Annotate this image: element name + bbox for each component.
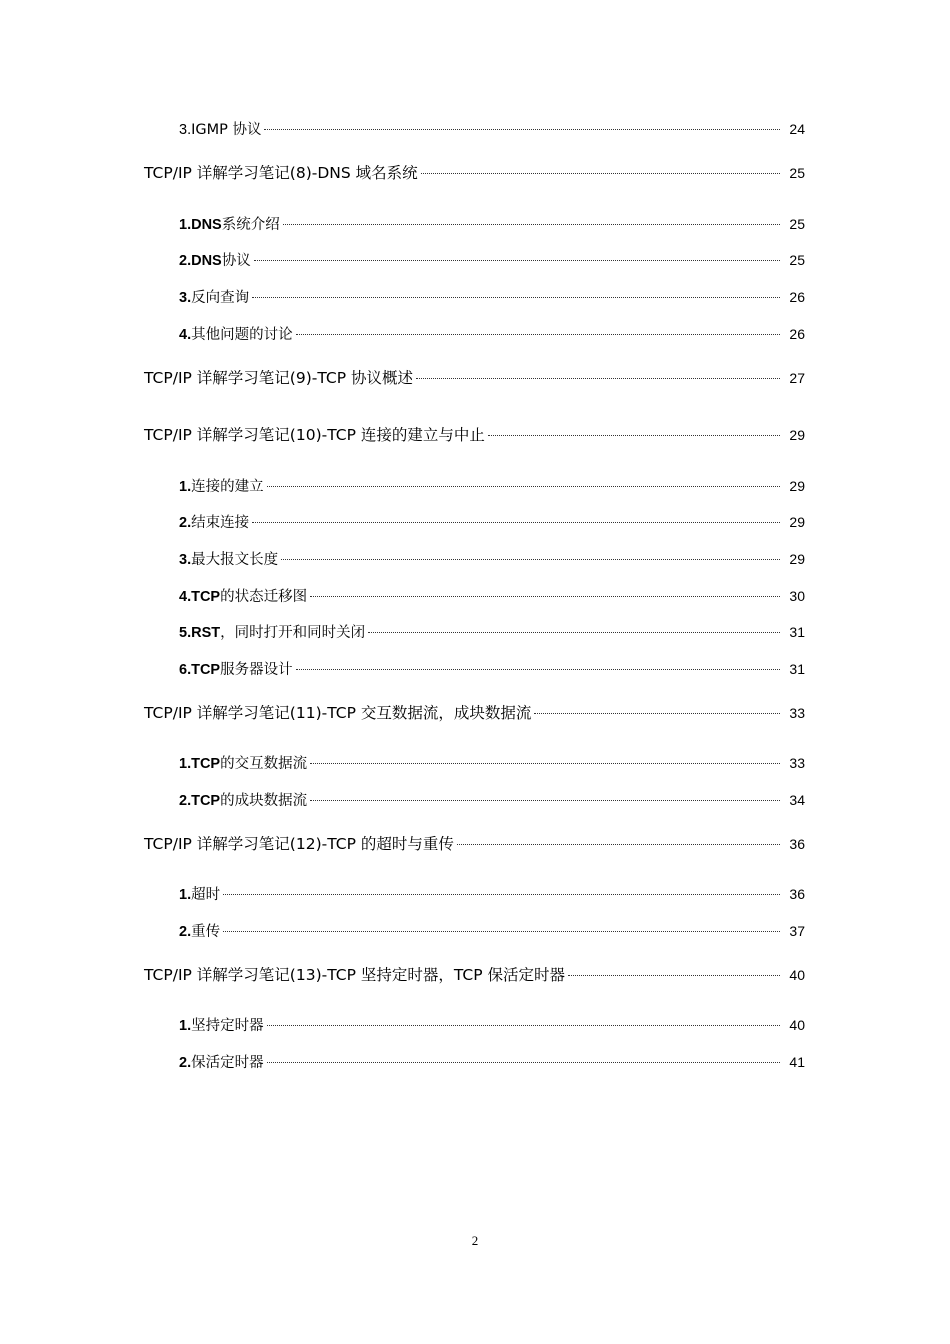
toc-entry-page-number: 27	[789, 370, 805, 386]
toc-entry-page-number: 25	[789, 165, 805, 181]
toc-entry-number: 1.	[179, 479, 192, 495]
toc-entry-number: 4.	[179, 589, 192, 605]
toc-entry-number: 1.	[179, 1018, 192, 1034]
toc-dot-leader	[254, 260, 780, 261]
toc-entry-title-keyword: TCP	[191, 756, 221, 772]
toc-entry-number: 4.	[179, 327, 192, 343]
toc-entry-page-number: 34	[789, 792, 805, 808]
toc-section-entry[interactable]	[179, 214, 805, 234]
toc-dot-leader	[283, 224, 780, 225]
toc-chapter-entry[interactable]	[144, 425, 805, 445]
toc-section-entry[interactable]	[179, 287, 805, 307]
toc-entry-number: 2.	[179, 253, 192, 269]
toc-entry-number: 6.	[179, 662, 192, 678]
toc-dot-leader	[310, 596, 780, 597]
toc-dot-leader	[310, 800, 780, 801]
toc-section-entry[interactable]	[179, 586, 805, 606]
toc-entry-title: 连接的建立	[191, 479, 264, 495]
toc-entry-number: 1.	[179, 887, 192, 903]
toc-dot-leader	[534, 713, 780, 714]
toc-dot-leader	[223, 931, 780, 932]
toc-dot-leader	[296, 334, 780, 335]
toc-entry-title: 的成块数据流	[220, 793, 308, 809]
toc-entry-title: 的交互数据流	[220, 756, 308, 772]
toc-entry-title: 协议	[221, 253, 251, 269]
toc-dot-leader	[267, 486, 780, 487]
toc-dot-leader	[264, 129, 780, 130]
toc-section-entry[interactable]	[179, 622, 805, 642]
toc-entry-number: 1.	[179, 217, 192, 233]
toc-entry-title: 坚持定时器	[191, 1018, 264, 1034]
toc-entry-page-number: 29	[789, 514, 805, 530]
toc-entry-title: 服务器设计	[220, 662, 293, 678]
toc-chapter-entry[interactable]	[144, 834, 805, 854]
toc-dot-leader	[310, 763, 780, 764]
toc-entry-title: 系统介绍	[221, 217, 280, 233]
toc-entry-page-number: 26	[789, 326, 805, 342]
toc-entry-title: TCP/IP 详解学习笔记(12)-TCP 的超时与重传	[144, 835, 454, 853]
toc-dot-leader	[252, 297, 780, 298]
toc-entry-page-number: 26	[789, 289, 805, 305]
toc-dot-leader	[267, 1025, 780, 1026]
toc-entry-title: 的状态迁移图	[220, 589, 308, 605]
toc-section-entry[interactable]	[179, 753, 805, 773]
toc-section-entry[interactable]	[179, 549, 805, 569]
toc-entry-page-number: 33	[789, 755, 805, 771]
toc-entry-title: IGMP 协议	[191, 122, 262, 138]
toc-entry-page-number: 29	[789, 478, 805, 494]
toc-entry-page-number: 30	[789, 588, 805, 604]
toc-entry-title: 最大报文长度	[191, 552, 279, 568]
toc-dot-leader	[568, 975, 780, 976]
toc-entry-page-number: 24	[789, 121, 805, 137]
toc-entry-title: TCP/IP 详解学习笔记(9)-TCP 协议概述	[144, 369, 414, 387]
toc-dot-leader	[223, 894, 780, 895]
toc-entry-page-number: 37	[789, 923, 805, 939]
toc-entry-title-keyword: TCP	[191, 589, 221, 605]
toc-entry-page-number: 36	[789, 836, 805, 852]
toc-entry-title: 保活定时器	[191, 1055, 264, 1071]
toc-section-entry[interactable]	[179, 659, 805, 679]
toc-entry-number: 3.	[179, 552, 192, 568]
toc-entry-page-number: 41	[789, 1054, 805, 1070]
toc-entry-page-number: 40	[789, 967, 805, 983]
toc-entry-page-number: 31	[789, 661, 805, 677]
toc-entry-title: 结束连接	[191, 515, 250, 531]
toc-entry-title: 超时	[191, 887, 221, 903]
toc-section-entry[interactable]	[179, 1052, 805, 1072]
toc-entry-page-number: 25	[789, 216, 805, 232]
toc-entry-number: 2.	[179, 515, 192, 531]
page-number: 2	[471, 1233, 479, 1248]
toc-entry-title: 反向查询	[191, 290, 250, 306]
toc-entry-number: 1.	[179, 756, 192, 772]
toc-entry-title: TCP/IP 详解学习笔记(8)-DNS 域名系统	[144, 164, 418, 182]
toc-entry-title: 其他问题的讨论	[191, 327, 293, 343]
toc-entry-title-keyword: TCP	[191, 793, 221, 809]
toc-entry-title-keyword: DNS	[191, 253, 222, 269]
toc-entry-page-number: 29	[789, 427, 805, 443]
toc-entry-page-number: 29	[789, 551, 805, 567]
toc-section-entry[interactable]	[179, 1015, 805, 1035]
toc-section-entry[interactable]	[179, 884, 805, 904]
toc-entry-number: 3.	[179, 290, 192, 306]
toc-section-entry[interactable]	[179, 324, 805, 344]
toc-entry-title: ，同时打开和同时关闭	[220, 625, 366, 641]
toc-entry-number: 5.	[179, 625, 192, 641]
toc-entry-title-keyword: TCP	[191, 662, 221, 678]
toc-dot-leader	[252, 522, 780, 523]
toc-dot-leader	[267, 1062, 780, 1063]
toc-dot-leader	[488, 435, 780, 436]
toc-dot-leader	[421, 173, 780, 174]
toc-entry-page-number: 31	[789, 624, 805, 640]
toc-dot-leader	[281, 559, 780, 560]
toc-chapter-entry[interactable]	[144, 163, 805, 183]
toc-entry-title: TCP/IP 详解学习笔记(11)-TCP 交互数据流，成块数据流	[144, 704, 532, 722]
toc-entry-page-number: 33	[789, 705, 805, 721]
toc-section-entry[interactable]	[179, 790, 805, 810]
toc-dot-leader	[368, 632, 780, 633]
toc-dot-leader	[296, 669, 780, 670]
toc-dot-leader	[416, 378, 780, 379]
toc-entry-number: 3.	[179, 122, 192, 138]
toc-entry-title: TCP/IP 详解学习笔记(13)-TCP 坚持定时器，TCP 保活定时器	[144, 966, 566, 984]
toc-dot-leader	[457, 844, 780, 845]
toc-entry-number: 2.	[179, 924, 192, 940]
toc-chapter-entry[interactable]	[144, 368, 805, 388]
toc-entry-page-number: 40	[789, 1017, 805, 1033]
toc-section-entry[interactable]	[179, 476, 805, 496]
toc-entry-page-number: 36	[789, 886, 805, 902]
toc-entry-title-keyword: RST	[191, 625, 221, 641]
toc-entry-title: TCP/IP 详解学习笔记(10)-TCP 连接的建立与中止	[144, 426, 485, 444]
toc-chapter-entry[interactable]	[144, 965, 805, 985]
toc-chapter-entry[interactable]	[144, 703, 805, 723]
toc-entry-number: 2.	[179, 1055, 192, 1071]
toc-entry-title-keyword: DNS	[191, 217, 222, 233]
toc-section-entry[interactable]	[179, 921, 805, 941]
toc-section-entry[interactable]	[179, 119, 805, 139]
toc-section-entry[interactable]	[179, 512, 805, 532]
toc-entry-title: 重传	[191, 924, 221, 940]
toc-entry-page-number: 25	[789, 252, 805, 268]
toc-entry-number: 2.	[179, 793, 192, 809]
toc-section-entry[interactable]	[179, 250, 805, 270]
